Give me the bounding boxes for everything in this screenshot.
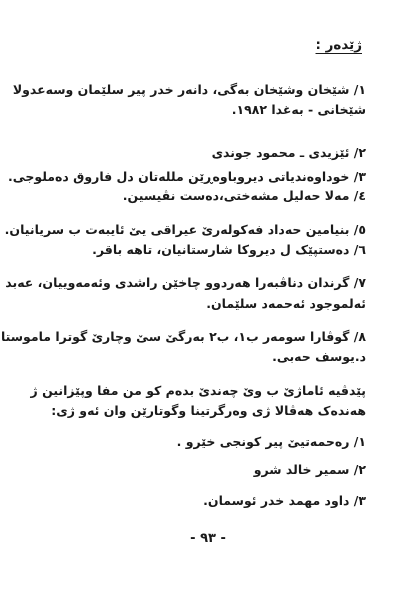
- acknowledgement-line-2: هەندەک هەڤالا ژی وەرگرتینا وگوتارێن وان ئەو ژی:: [51, 403, 366, 418]
- reference-line-8-b: د.یوسف حەبی.: [272, 349, 366, 364]
- reference-line-7-b: ئەلموجود ئەحمەد سلێمان.: [206, 296, 366, 311]
- reference-line-5: ٥/ بنیامین حەداد فەکولەرێ عیراقی یێ ئایبەت ب سریانیان.: [4, 222, 366, 237]
- contributor-line-1: ١/ رەحمەتیێ پیر کونجی خێرو .: [176, 434, 366, 449]
- acknowledgement-line-1: پێدڤیە ئاماژێ ب وێ چەندێ بدەم کو من مفا وپێزانین ژ: [30, 383, 366, 398]
- reference-line-1-b: شێخانی - بەغدا ١٩٨٢.: [231, 102, 366, 117]
- reference-line-4: ٤/ مەلا حەلیل مشەختی،دەست نڤیسین.: [122, 188, 366, 203]
- reference-line-1-a: ١/ شێخان وشێخان بەگی، دانەر خدر پیر سلێمان وسەعدولا: [12, 82, 366, 97]
- contributor-line-2: ٢/ سمیر خالد شرو: [253, 462, 366, 477]
- reference-line-8-a: ٨/ گوڤارا سومەر ب١، ب٢ بەرگێ سێ وچارێ گوترا ماموستا: [0, 329, 366, 344]
- contributor-line-3: ٣/ داود مهمد خدر ئوسمان.: [203, 493, 366, 508]
- reference-line-3: ٣/ خوداوەندیاتی دیروباوەڕێن مللەتان دل فاروق دەملوجی.: [7, 169, 366, 184]
- sources-heading: ژێدەر :: [315, 37, 362, 53]
- page-number: - ٩٣ -: [190, 531, 226, 546]
- reference-line-7-a: ٧/ گرندان دناڤبەرا هەردوو چاخێن راشدی وئەمەوییان، عەبد: [5, 275, 366, 290]
- reference-line-2: ٢/ ئێزیدی ـ محمود جوندی: [211, 145, 366, 160]
- reference-line-6: ٦/ دەستپێک ل دیروکا شارستانیان، تاهە باقر.: [92, 242, 366, 257]
